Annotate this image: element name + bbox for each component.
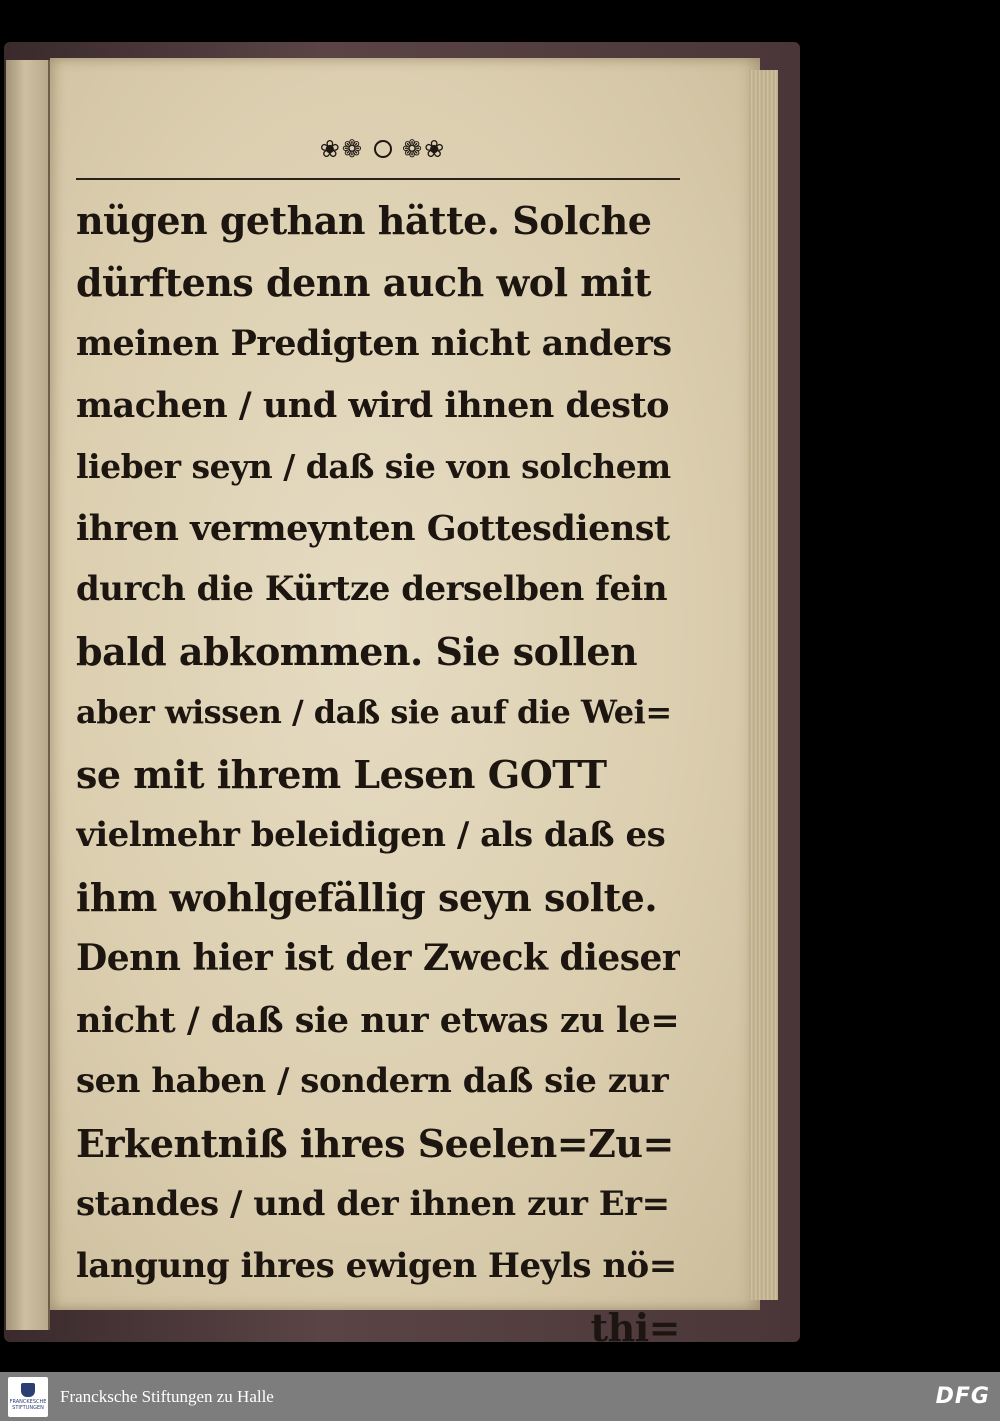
text-line: dürftens denn auch wol mit: [76, 259, 651, 305]
ornament-left-icon: ❀❁: [319, 135, 364, 163]
page-stack-edge: [748, 70, 778, 1300]
text-line: Erkentniß ihres Seelen=Zu=: [76, 1120, 674, 1166]
francke-emblem-icon: [21, 1383, 35, 1397]
text-line: bald abkommen. Sie sollen: [76, 628, 638, 674]
text-line: nicht / daß sie nur etwas zu le=: [76, 999, 680, 1041]
text-line: ihm wohlgefällig seyn solte.: [76, 874, 658, 920]
dfg-logo[interactable]: DFG: [935, 1384, 990, 1409]
text-line: langung ihres ewigen Heyls nö=: [76, 1245, 677, 1286]
ornament-circle-icon: [374, 140, 392, 158]
organization-name[interactable]: Francksche Stiftungen zu Halle: [60, 1386, 274, 1406]
text-line: ihren vermeynten Gottesdienst: [76, 507, 670, 549]
page-text: [76, 190, 680, 1359]
text-line: nügen gethan hätte. Solche: [76, 198, 652, 243]
header-ornament: [288, 132, 478, 166]
text-line: standes / und der ihnen zur Er=: [76, 1184, 670, 1224]
text-line: aber wissen / daß sie auf die Wei=: [76, 693, 672, 731]
text-line: durch die Kürtze derselben fein: [76, 569, 668, 609]
catchword: thi=: [590, 1305, 680, 1350]
text-line: sen haben / sondern daß sie zur: [76, 1061, 669, 1101]
text-line: Denn hier ist der Zweck dieser: [76, 937, 680, 979]
text-line: vielmehr beleidigen / als daß es: [76, 815, 666, 855]
logo-text: FRANCKESCHE STIFTUNGEN: [9, 1398, 47, 1411]
footer-bar: [0, 1372, 1000, 1421]
francke-logo[interactable]: [8, 1377, 48, 1417]
text-line: se mit ihrem Lesen GOTT: [76, 751, 607, 797]
left-page-edge: [6, 60, 50, 1330]
text-line: machen / und wird ihnen desto: [76, 384, 669, 426]
text-line: meinen Predigten nicht anders: [76, 323, 672, 364]
header-rule: [76, 178, 680, 180]
text-line: lieber seyn / daß sie von solchem: [76, 447, 671, 486]
ornament-right-icon: ❁❀: [402, 135, 447, 163]
